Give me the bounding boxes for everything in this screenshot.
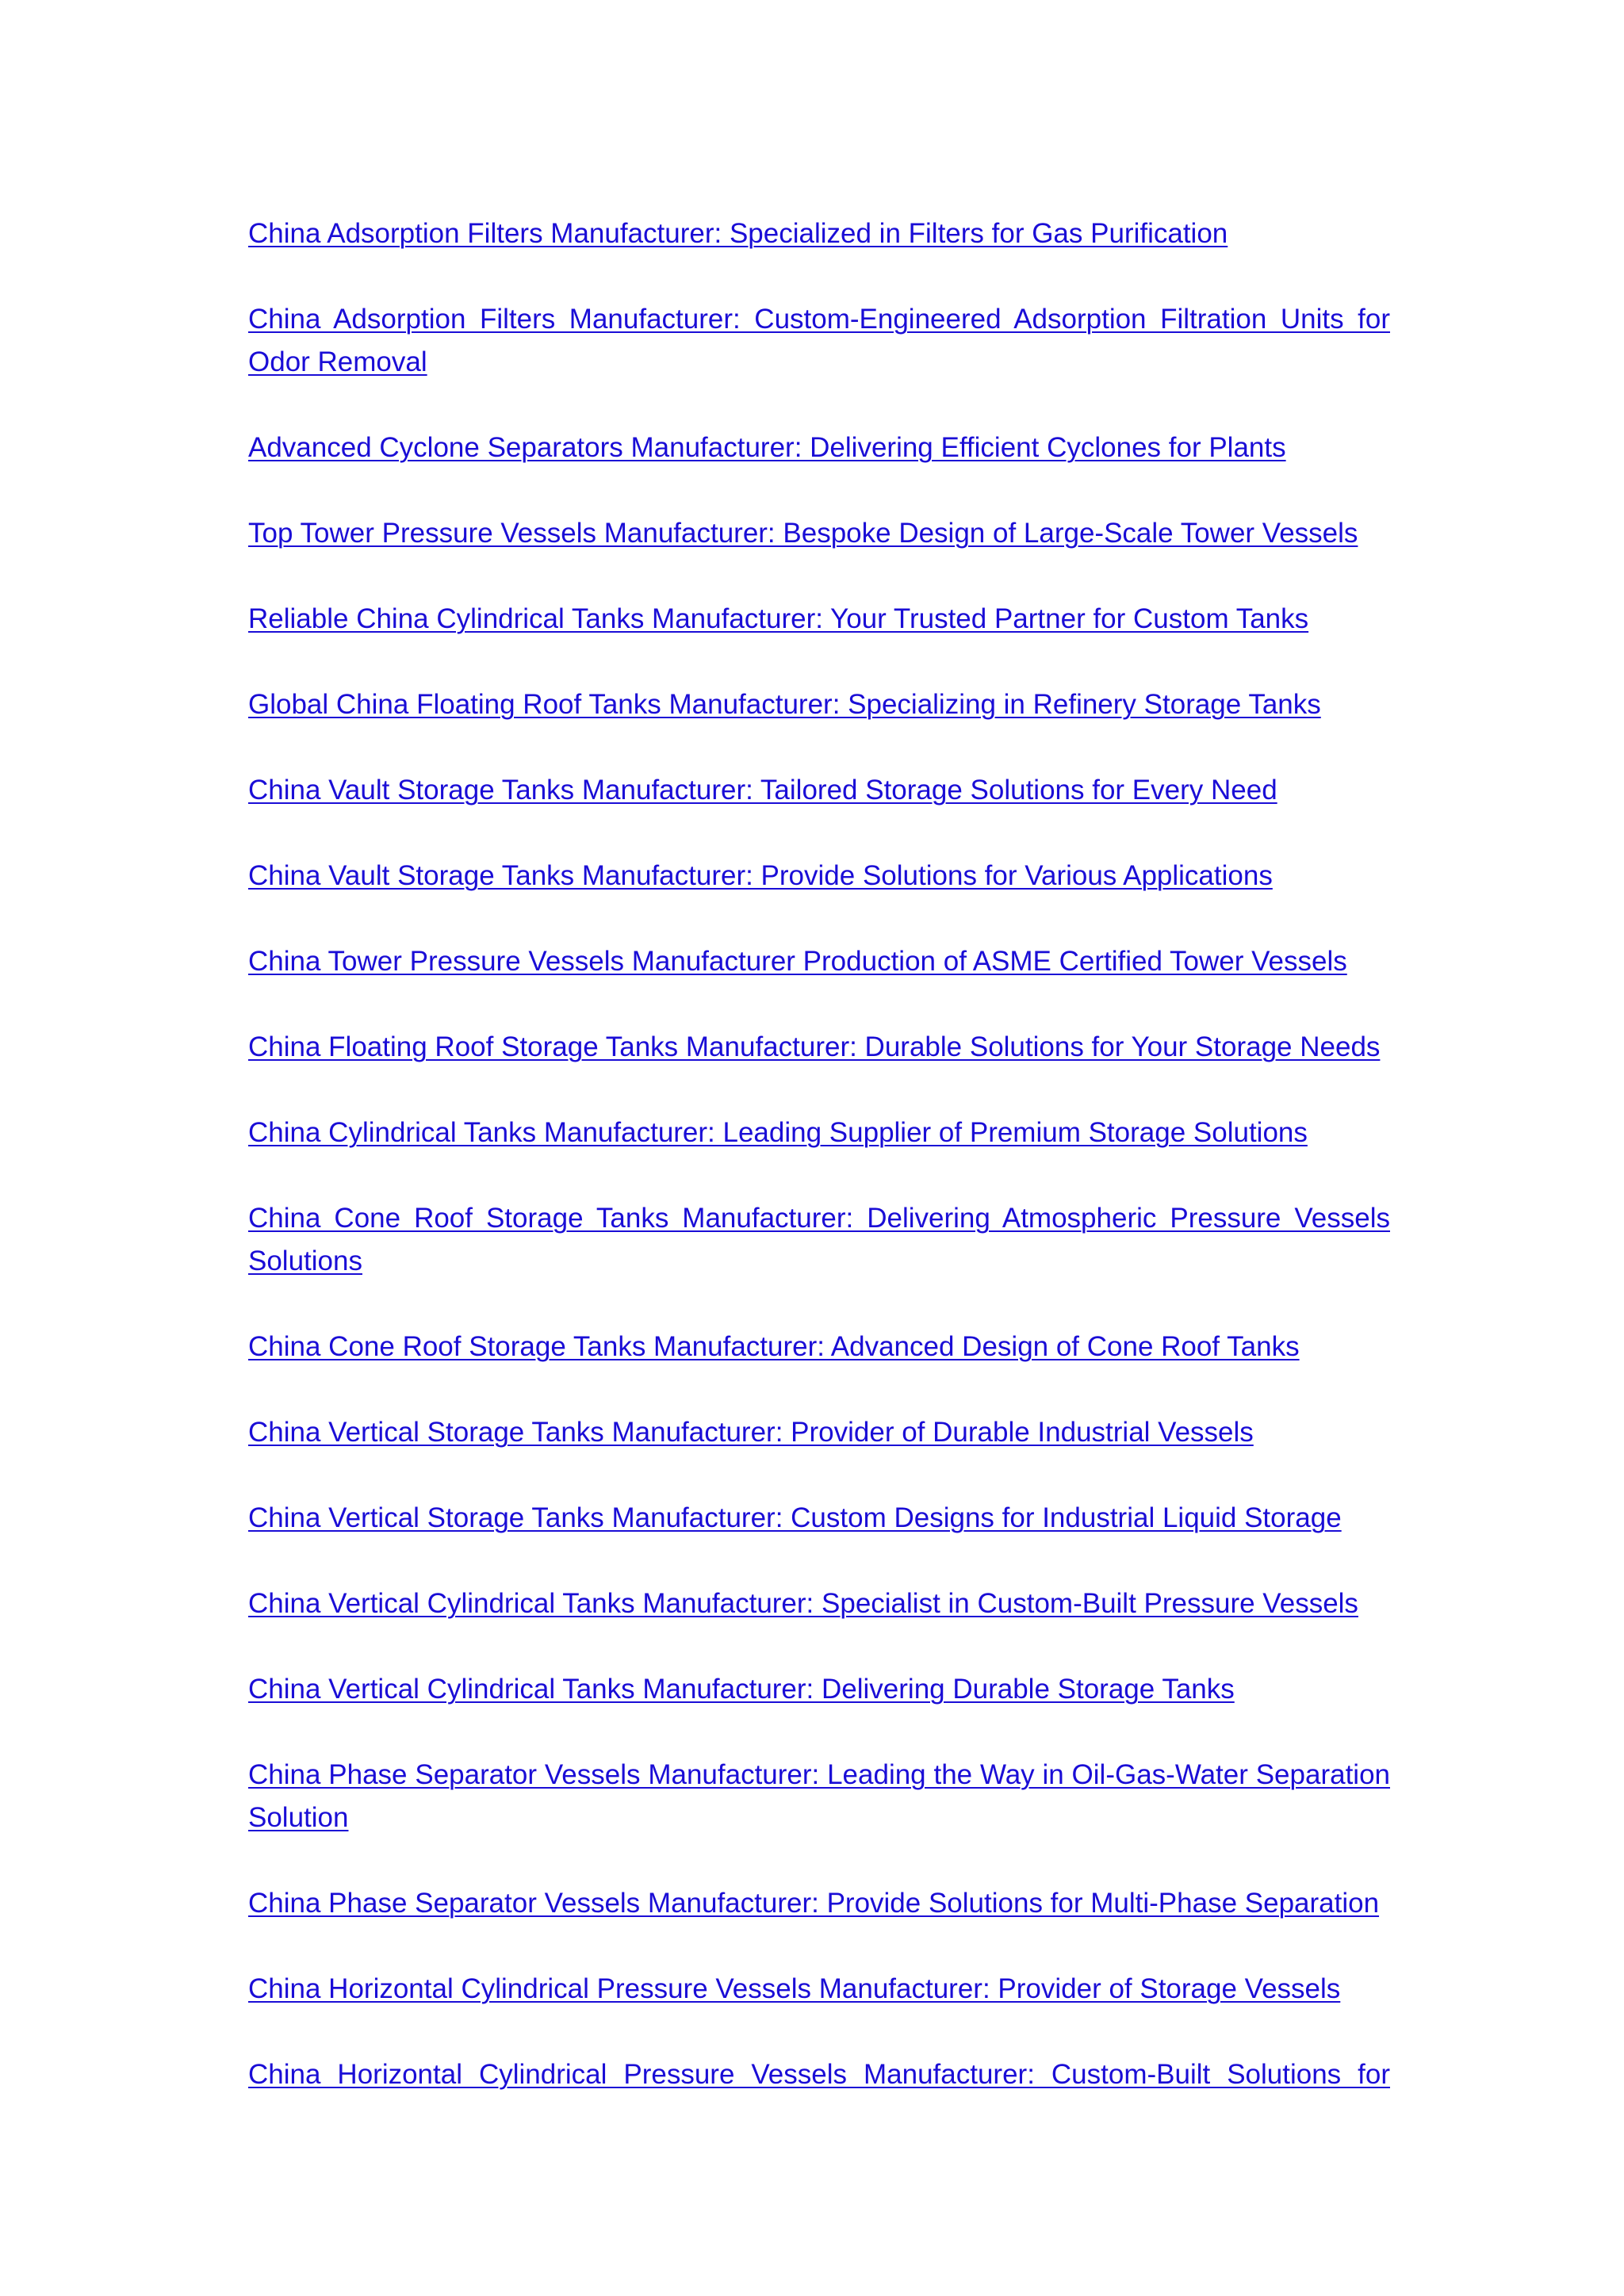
list-item (248, 683, 1390, 726)
list-item (248, 1411, 1390, 1454)
article-link[interactable]: China Adsorption Filters Manufacturer: Custom-Engineered Adsorption Filtration Units for Odor Removal (248, 304, 1390, 377)
list-item (248, 2053, 1390, 2096)
article-link[interactable]: China Horizontal Cylindrical Pressure Vessels Manufacturer: Custom-Built Solutions for (248, 2059, 1390, 2090)
article-link[interactable]: Reliable China Cylindrical Tanks Manufacturer: Your Trusted Partner for Custom Tanks (248, 603, 1309, 634)
list-item (248, 769, 1390, 812)
list-item (248, 427, 1390, 469)
article-link[interactable]: China Vault Storage Tanks Manufacturer: Tailored Storage Solutions for Every Need (248, 775, 1277, 806)
article-link[interactable]: China Vertical Cylindrical Tanks Manufacturer: Specialist in Custom-Built Pressure Vessels (248, 1588, 1358, 1619)
article-link[interactable]: China Phase Separator Vessels Manufacturer: Leading the Way in Oil-Gas-Water Separation Solution (248, 1759, 1390, 1833)
article-link[interactable]: China Cone Roof Storage Tanks Manufacturer: Advanced Design of Cone Roof Tanks (248, 1331, 1300, 1362)
article-link[interactable]: China Cylindrical Tanks Manufacturer: Leading Supplier of Premium Storage Solutions (248, 1117, 1308, 1148)
article-link-list (248, 212, 1390, 2139)
list-item (248, 1026, 1390, 1069)
list-item (248, 298, 1390, 384)
article-link[interactable]: China Floating Roof Storage Tanks Manufacturer: Durable Solutions for Your Storage Needs (248, 1031, 1381, 1062)
list-item (248, 940, 1390, 983)
article-link[interactable]: China Cone Roof Storage Tanks Manufacturer: Delivering Atmospheric Pressure Vessels Solutions (248, 1203, 1390, 1276)
list-item (248, 855, 1390, 897)
list-item (248, 1497, 1390, 1540)
list-item (248, 1582, 1390, 1625)
article-link[interactable]: China Vertical Cylindrical Tanks Manufacturer: Delivering Durable Storage Tanks (248, 1674, 1235, 1705)
list-item (248, 1197, 1390, 1283)
article-link[interactable]: Top Tower Pressure Vessels Manufacturer: Bespoke Design of Large-Scale Tower Vessels (248, 518, 1358, 549)
article-link[interactable]: China Vault Storage Tanks Manufacturer: Provide Solutions for Various Applications (248, 860, 1273, 891)
list-item (248, 212, 1390, 255)
article-link[interactable]: China Tower Pressure Vessels Manufacturer Production of ASME Certified Tower Vessels (248, 946, 1347, 977)
list-item (248, 1754, 1390, 1839)
list-item (248, 1968, 1390, 2011)
list-item (248, 1882, 1390, 1925)
article-link[interactable]: Global China Floating Roof Tanks Manufacturer: Specializing in Refinery Storage Tanks (248, 689, 1321, 720)
article-link[interactable]: Advanced Cyclone Separators Manufacturer: Delivering Efficient Cyclones for Plants (248, 432, 1286, 463)
article-link[interactable]: China Vertical Storage Tanks Manufacturer: Custom Designs for Industrial Liquid Storage (248, 1502, 1342, 1533)
list-item (248, 512, 1390, 555)
article-link[interactable]: China Adsorption Filters Manufacturer: Specialized in Filters for Gas Purification (248, 218, 1228, 249)
list-item (248, 1326, 1390, 1368)
list-item (248, 598, 1390, 641)
list-item (248, 1668, 1390, 1711)
article-link[interactable]: China Vertical Storage Tanks Manufacturer: Provider of Durable Industrial Vessels (248, 1417, 1254, 1448)
article-link[interactable]: China Horizontal Cylindrical Pressure Vessels Manufacturer: Provider of Storage Vessels (248, 1973, 1341, 2004)
article-link[interactable]: China Phase Separator Vessels Manufacturer: Provide Solutions for Multi-Phase Separation (248, 1888, 1380, 1919)
list-item (248, 1112, 1390, 1154)
